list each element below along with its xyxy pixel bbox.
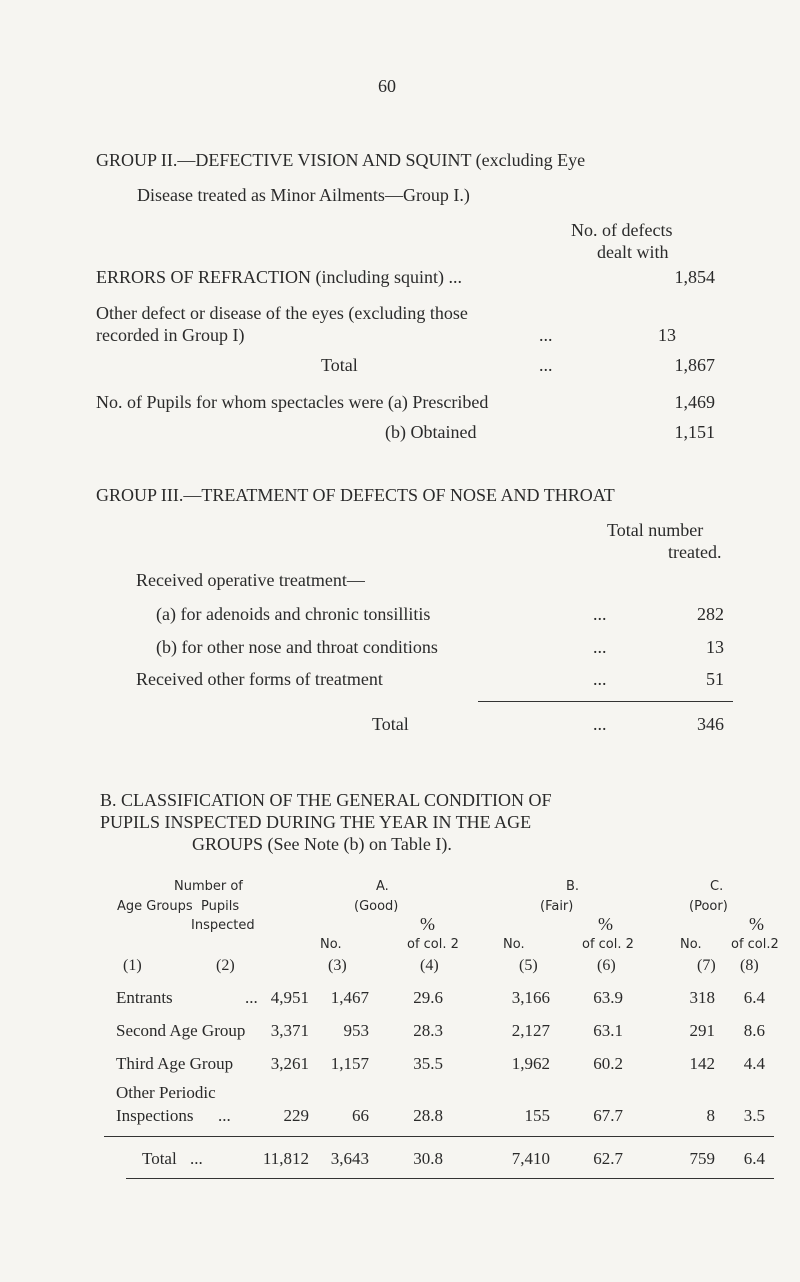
row-third-a-no: 1,157 [330, 1054, 369, 1073]
row-entrants-b-no: 3,166 [511, 988, 550, 1007]
header-a-sub: (Good) [354, 899, 399, 914]
row-second-pupils: 3,371 [270, 1021, 309, 1040]
header-c-pct: % [749, 914, 764, 934]
row-second-label: Second Age Group [116, 1021, 246, 1040]
other-treatment-value: 51 [706, 669, 724, 689]
group2-total-value: 1,867 [674, 355, 715, 375]
other-defect-label: Other defect or disease of the eyes (excluding those [96, 303, 468, 323]
group2-total-dots: ... [539, 355, 553, 375]
group2-total-label: Total [321, 355, 358, 375]
sectionb-total-rule-bottom [126, 1178, 774, 1179]
row-other-a-no: 66 [352, 1106, 369, 1125]
row-total-b-pct: 62.7 [593, 1149, 623, 1168]
header-b-of-col2: of col. 2 [582, 937, 634, 952]
row-third-c-no: 142 [689, 1054, 715, 1073]
row-entrants-a-no: 1,467 [330, 988, 369, 1007]
sectionb-total-rule-top [104, 1136, 774, 1137]
row-entrants-a-pct: 29.6 [413, 988, 443, 1007]
row-other-c-no: 8 [706, 1106, 715, 1125]
header-b: B. [566, 879, 580, 894]
page-number: 60 [378, 76, 396, 96]
row-other-label-line1: Other Periodic [116, 1083, 216, 1102]
recorded-group1-value: 13 [658, 325, 676, 345]
header-c-sub: (Poor) [689, 899, 728, 914]
row-total-c-no: 759 [689, 1149, 715, 1168]
row-entrants-c-no: 318 [689, 988, 715, 1007]
recorded-group1-dots: ... [539, 325, 553, 345]
row-third-b-pct: 60.2 [593, 1054, 623, 1073]
header-number-of: Number of [174, 879, 243, 894]
header-c-of-col2: of col.2 [731, 937, 779, 952]
header-b-pct: % [598, 914, 613, 934]
group3-col-head-line2: treated. [668, 542, 722, 562]
col-number-2: (2) [216, 957, 235, 974]
row-other-pupils: 229 [283, 1106, 309, 1125]
other-nose-throat-value: 13 [706, 637, 724, 657]
row-second-c-no: 291 [689, 1021, 715, 1040]
row-other-label: Inspections [116, 1106, 194, 1125]
row-total-c-pct: 6.4 [743, 1149, 765, 1168]
header-b-sub: (Fair) [540, 899, 574, 914]
row-entrants-b-pct: 63.9 [593, 988, 623, 1007]
adenoids-value: 282 [697, 604, 724, 624]
row-second-a-no: 953 [343, 1021, 369, 1040]
row-second-c-pct: 8.6 [743, 1021, 765, 1040]
header-pupils: Pupils [201, 899, 240, 914]
header-a-of-col2: of col. 2 [407, 937, 459, 952]
col-number-7: (7) [697, 957, 716, 974]
header-c-no: No. [680, 937, 702, 952]
sectionb-heading-line3: GROUPS (See Note (b) on Table I). [192, 834, 452, 854]
row-other-b-no: 155 [524, 1106, 550, 1125]
other-treatment-label: Received other forms of treatment [136, 669, 383, 689]
spectacles-label: No. of Pupils for whom spectacles were (a) Prescribed [96, 392, 489, 412]
sectionb-heading-line2: PUPILS INSPECTED DURING THE YEAR IN THE AGE [100, 812, 532, 832]
row-total-b-no: 7,410 [511, 1149, 550, 1168]
header-age-groups: Age Groups [117, 899, 193, 914]
col-number-3: (3) [328, 957, 347, 974]
other-nose-throat-dots: ... [593, 637, 607, 657]
row-total-a-no: 3,643 [330, 1149, 369, 1168]
operative-treatment-label: Received operative treatment— [136, 570, 365, 590]
group2-col-head-line2: dealt with [597, 242, 669, 262]
col-number-8: (8) [740, 957, 759, 974]
group3-col-head-line1: Total number [607, 520, 704, 540]
row-second-b-pct: 63.1 [593, 1021, 623, 1040]
sectionb-heading-line1: B. CLASSIFICATION OF THE GENERAL CONDITION OF [100, 790, 552, 810]
spectacles-obtained-label: (b) Obtained [385, 422, 477, 442]
col-number-1: (1) [123, 957, 142, 974]
row-total-pupils: 11,812 [262, 1149, 309, 1168]
group3-total-label: Total [372, 714, 409, 734]
spectacles-prescribed-value: 1,469 [674, 392, 715, 412]
adenoids-label: (a) for adenoids and chronic tonsillitis [156, 604, 431, 624]
header-a-no: No. [320, 937, 342, 952]
group2-col-head-line1: No. of defects [571, 220, 673, 240]
row-third-label: Third Age Group [116, 1054, 234, 1073]
row-entrants-c-pct: 6.4 [743, 988, 765, 1007]
row-other-c-pct: 3.5 [743, 1106, 765, 1125]
col-number-5: (5) [519, 957, 538, 974]
other-nose-throat-label: (b) for other nose and throat conditions [156, 637, 438, 657]
group2-heading-line2: Disease treated as Minor Ailments—Group I.) [137, 185, 470, 205]
row-second-a-pct: 28.3 [413, 1021, 443, 1040]
group2-heading-line1: GROUP II.—DEFECTIVE VISION AND SQUINT (excluding Eye [96, 150, 586, 170]
row-third-b-no: 1,962 [511, 1054, 550, 1073]
group3-total-rule [478, 701, 733, 702]
header-a: A. [376, 879, 389, 894]
row-entrants-dots: ... [245, 988, 258, 1007]
adenoids-dots: ... [593, 604, 607, 624]
spectacles-obtained-value: 1,151 [674, 422, 715, 442]
col-number-4: (4) [420, 957, 439, 974]
row-entrants-pupils: 4,951 [270, 988, 309, 1007]
col-number-6: (6) [597, 957, 616, 974]
header-c: C. [710, 879, 724, 894]
row-total-label: Total [142, 1149, 177, 1168]
row-third-a-pct: 35.5 [413, 1054, 443, 1073]
group3-heading: GROUP III.—TREATMENT OF DEFECTS OF NOSE AND THROAT [96, 485, 615, 505]
header-a-pct: % [420, 914, 435, 934]
row-total-dots: ... [190, 1149, 203, 1168]
row-other-dots: ... [218, 1106, 231, 1125]
row-second-b-no: 2,127 [511, 1021, 550, 1040]
refraction-value: 1,854 [674, 267, 715, 287]
group3-total-dots: ... [593, 714, 607, 734]
row-entrants-label: Entrants [116, 988, 173, 1007]
recorded-group1-label: recorded in Group I) [96, 325, 245, 345]
row-third-pupils: 3,261 [270, 1054, 309, 1073]
refraction-label: ERRORS OF REFRACTION (including squint) ... [96, 267, 463, 287]
row-total-a-pct: 30.8 [413, 1149, 443, 1168]
row-third-c-pct: 4.4 [743, 1054, 765, 1073]
other-treatment-dots: ... [593, 669, 607, 689]
group3-total-value: 346 [697, 714, 724, 734]
row-other-a-pct: 28.8 [413, 1106, 443, 1125]
row-other-b-pct: 67.7 [593, 1106, 623, 1125]
header-b-no: No. [503, 937, 525, 952]
header-inspected: Inspected [191, 918, 255, 933]
